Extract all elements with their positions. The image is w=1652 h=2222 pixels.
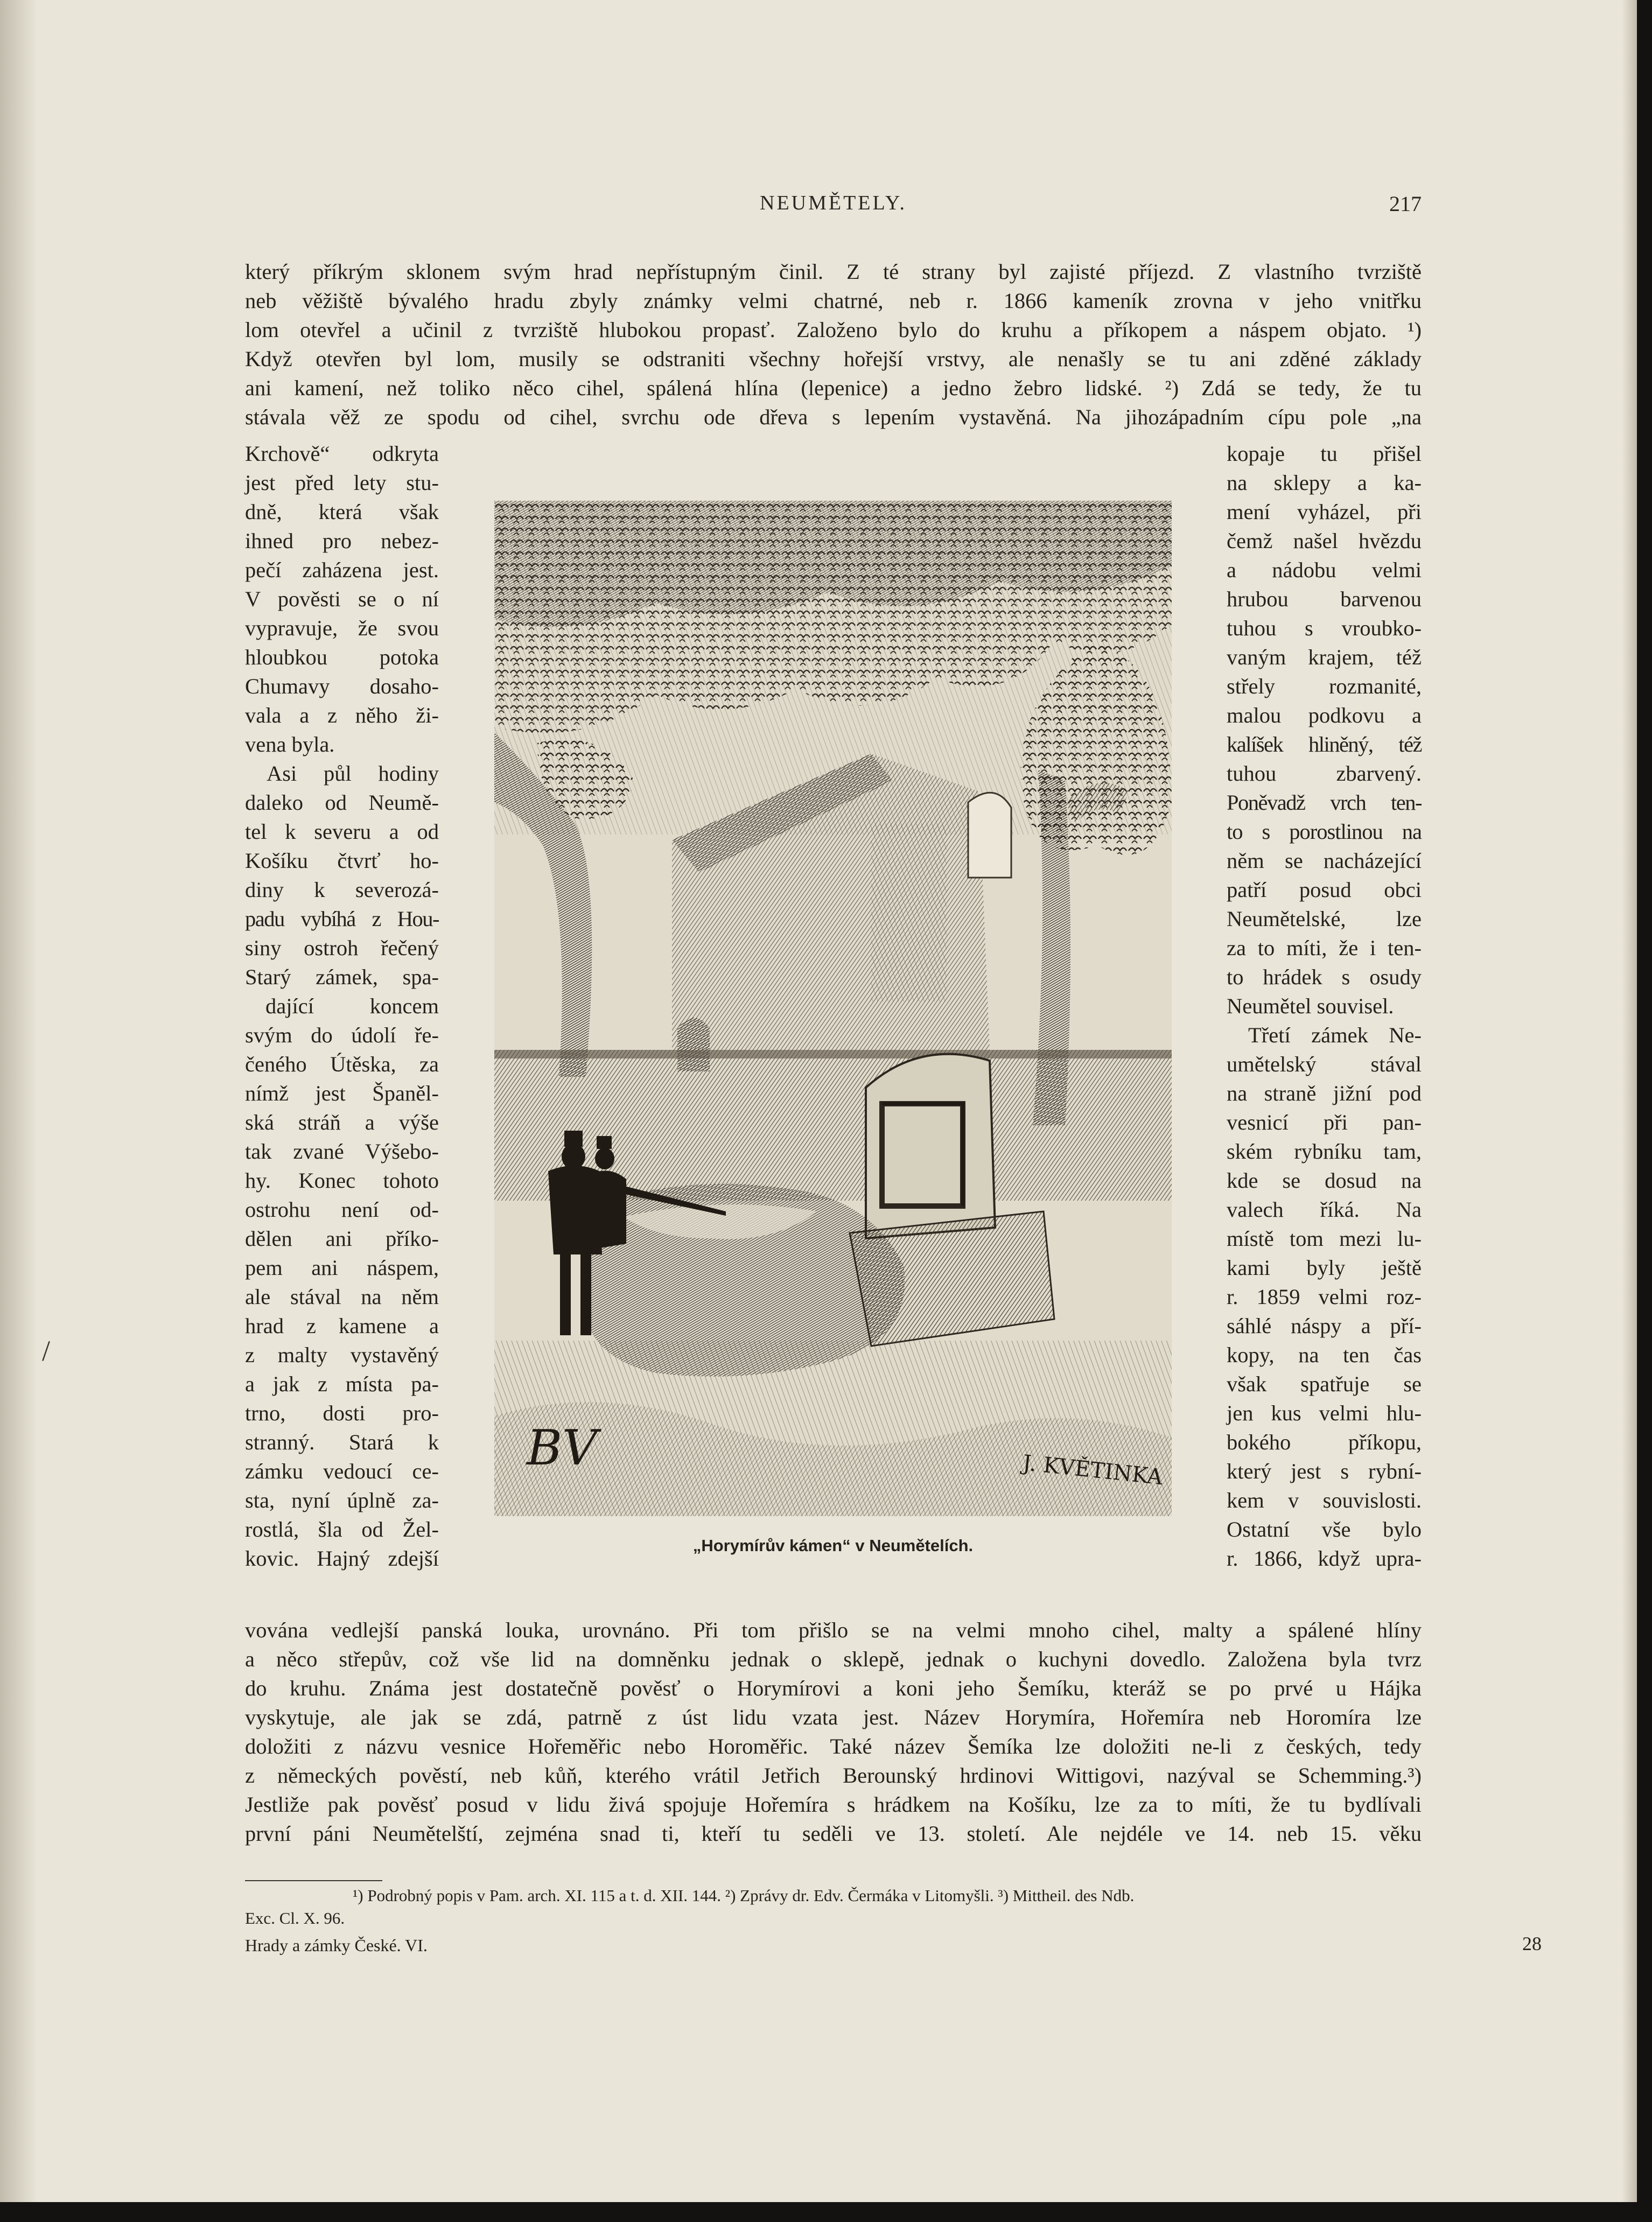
text-line: Starý zámek, spa- [245,965,439,989]
text-line: Neumětel souvisel. [1227,994,1394,1018]
left-text-column [245,439,439,1573]
text-line: stávala věž ze spodu od cihel, svrchu ode dřeva s lepením vystavěná. Na jihozápadním cípu pole „na [245,405,1422,429]
text-line: z německých pověstí, neb kůň, kterého vrátil Jetřich Berounský hrdinovi Wittigovi, nazýval se Schemming.³) [245,1763,1422,1788]
text-line: kem v souvislosti. [1227,1488,1422,1512]
text-line: svým do údolí ře- [245,1023,439,1047]
text-line: hloubkou potoka [245,645,439,669]
text-line: vaným krajem, též [1227,645,1422,669]
text-line: střely rozmanité, [1227,674,1422,698]
text-line: to hrádek s osudy [1227,965,1422,989]
text-line: kopaje tu přišel [1227,441,1422,466]
text-line: čemž našel hvězdu [1227,529,1422,553]
text-line: Třetí zámek Ne- [1248,1023,1422,1047]
text-line: ská stráň a výše [245,1110,439,1134]
text-line: kde se dosud na [1227,1168,1422,1193]
text-line: kalíšek hliněný, též [1227,732,1422,756]
text-line: hy. Konec tohoto [245,1168,439,1193]
text-line: jen kus velmi hlu- [1227,1401,1422,1425]
text-line: r. 1866, když upra- [1227,1546,1422,1571]
text-line: kopy, na ten čas [1227,1343,1422,1367]
text-line: dající koncem [265,994,439,1018]
text-line: vala a z něho ži- [245,703,439,727]
text-line: stranný. Stará k [245,1430,439,1454]
text-line: to s porostlinou na [1227,819,1422,844]
text-line: Krchově“ odkryta [245,441,439,466]
text-line: Chumavy dosaho- [245,674,439,698]
text-line: místě tom mezi lu- [1227,1226,1422,1251]
text-line: čeného Útěska, za [245,1052,439,1076]
text-line: tuhou zbarvený. [1227,761,1422,786]
text-line: trno, dosti pro- [245,1401,439,1425]
printer-signature-mark: 28 [1522,1933,1542,1954]
text-line: tuhou s vroubko- [1227,616,1422,640]
text-line: hrubou barvenou [1227,587,1422,611]
text-line: Asi půl hodiny [267,761,439,786]
text-line: neb věžiště bývalého hradu zbyly známky velmi chatrné, neb r. 1866 kameník zrovna v jeho vnitřku [245,289,1422,313]
text-line: patří posud obci [1227,878,1422,902]
page-footer [245,1933,1542,1962]
text-line: Jestliže pak pověsť posud v lidu živá spojuje Hořemíra s hrádkem na Košíku, lze za to míti, že tu bydlívali [245,1792,1422,1817]
text-line: ostrohu není od- [245,1197,439,1222]
text-line: Košíku čtvrť ho- [245,849,439,873]
text-line: na sklepy a ka- [1227,471,1422,495]
text-line: diny k severozá- [245,878,439,902]
text-line: vena byla. [245,732,335,756]
footnote-line: Exc. Cl. X. 96. [245,1909,345,1927]
text-line: mení vyházel, při [1227,500,1422,524]
text-line: sáhlé náspy a pří- [1227,1314,1422,1338]
engraving-drawing [494,501,1172,1516]
footnote-divider [245,1880,382,1881]
artist-signature: J. KVĚTINKA [1021,1450,1164,1490]
text-line: první páni Neumětelští, zejména snad ti, kteří tu seděli ve 13. století. Ale nejdéle ve 14. neb 15. věku [245,1821,1422,1846]
text-line: r. 1859 velmi roz- [1227,1285,1422,1309]
text-line: vesnicí při pan- [1227,1110,1422,1134]
text-line: dně, která však [245,500,439,524]
text-line: kami byly ještě [1227,1256,1422,1280]
text-line: zámku vedoucí ce- [245,1459,439,1483]
text-line: něm se nacházející [1227,849,1422,873]
text-line: na straně jižní pod [1227,1081,1422,1105]
page-edge-shadow [1622,0,1637,2202]
text-line: a jak z místa pa- [245,1372,439,1396]
text-line: daleko od Neumě- [245,790,439,815]
text-line: vypravuje, že svou [245,616,439,640]
text-line: však spatřuje se [1227,1372,1422,1396]
footnote-line: ¹) Podrobný popis v Pam. arch. XI. 115 a t. d. XII. 144. ²) Zprávy dr. Edv. Čermáka v Litomyšli. ³) Mittheil. des Ndb. [353,1886,1135,1905]
margin-mark: / [42,1335,51,1367]
text-line: z malty vystavěný [245,1343,439,1367]
text-line: V pověsti se o ní [245,587,439,611]
page-number: 217 [1389,192,1422,216]
artist-monogram: BV [527,1420,598,1476]
text-line: ale stával na něm [245,1285,439,1309]
running-title: NEUMĚTELY. [760,192,907,214]
text-line: hrad z kamene a [245,1314,439,1338]
text-line: za to míti, že i ten- [1227,936,1422,960]
text-line: rostlá, šla od Žel- [245,1517,439,1541]
text-line: ihned pro nebez- [245,529,439,553]
text-line: Neumětelské, lze [1227,907,1422,931]
text-line: nímž jest Španěl- [245,1081,439,1105]
text-line: bokého příkopu, [1227,1430,1422,1454]
page-header [245,191,1422,223]
body-text-bottom [245,1616,1422,1848]
text-line: a něco střepův, což vše lid na domněnku jednak o sklepě, jednak o kuchyni dovedlo. Založena byla tvrz [245,1647,1422,1671]
text-line: pem ani náspem, [245,1256,439,1280]
text-line: ském rybníku tam, [1227,1139,1422,1163]
text-line: tak zvané Výšebo- [245,1139,439,1163]
footnotes [245,1884,1422,1930]
text-line: sta, nyní úplně za- [245,1488,439,1512]
text-line: Když otevřen byl lom, musily se odstraniti všechny hořejší vrstvy, ale nenašly se tu ani zděné základy [245,347,1422,371]
gutter-shadow [0,0,38,2202]
text-line: malou podkovu a [1227,703,1422,727]
text-line: tel k severu a od [245,819,439,844]
text-line: valech říká. Na [1227,1197,1422,1222]
text-line: který jest s rybní- [1227,1459,1422,1483]
text-line: vyskytuje, ale jak se zdá, patrně z úst lidu vzata jest. Název Horymíra, Hořemíra neb Horomíra lze [245,1705,1422,1729]
text-line: Poněvadž vrch ten- [1227,790,1422,815]
text-line: dělen ani příko- [245,1226,439,1251]
text-line: a nádobu velmi [1227,558,1422,582]
right-text-column [1227,439,1422,1573]
text-line: lom otevřel a učinil z tvrziště hlubokou propasť. Založeno bylo do kruhu a příkopem a náspem objato. ¹) [245,318,1422,342]
text-line: umětelský stával [1227,1052,1422,1076]
text-line: do kruhu. Známa jest dostatečně pověsť o Horymírovi a koni jeho Šemíku, kteráž se po prvé u Hájka [245,1676,1422,1700]
illustration-caption: „Horymírův kámen“ v Neumětelích. [692,1536,974,1555]
text-line: pečí zaházena jest. [245,558,439,582]
text-line: ani kamení, než toliko něco cihel, spálená hlína (lepenice) a jedno žebro lidské. ²) Zdá se tedy, že tu [245,376,1422,400]
text-line: doložiti z názvu vesnice Hořeměřic nebo Horoměřic. Také název Šemíka lze doložiti ne-li z českých, tedy [245,1734,1422,1758]
text-line: Ostatní vše bylo [1227,1517,1422,1541]
text-line: který příkrým sklonem svým hrad nepřístupným činil. Z té strany byl zajisté příjezd. Z vlastního tvrziště [245,260,1422,284]
text-line: siny ostroh řečený [245,936,439,960]
body-text-top [245,257,1422,432]
text-line: padu vybíhá z Hou- [245,907,439,931]
text-line: jest před lety stu- [245,471,439,495]
text-line: vována vedlejší panská louka, urovnáno. Při tom přišlo se na velmi mnoho cihel, malty a spálené hlíny [245,1618,1422,1642]
book-title: Hrady a zámky České. VI. [245,1936,428,1955]
text-line: kovic. Hajný zdejší [245,1546,439,1571]
engraving-illustration [494,501,1172,1516]
